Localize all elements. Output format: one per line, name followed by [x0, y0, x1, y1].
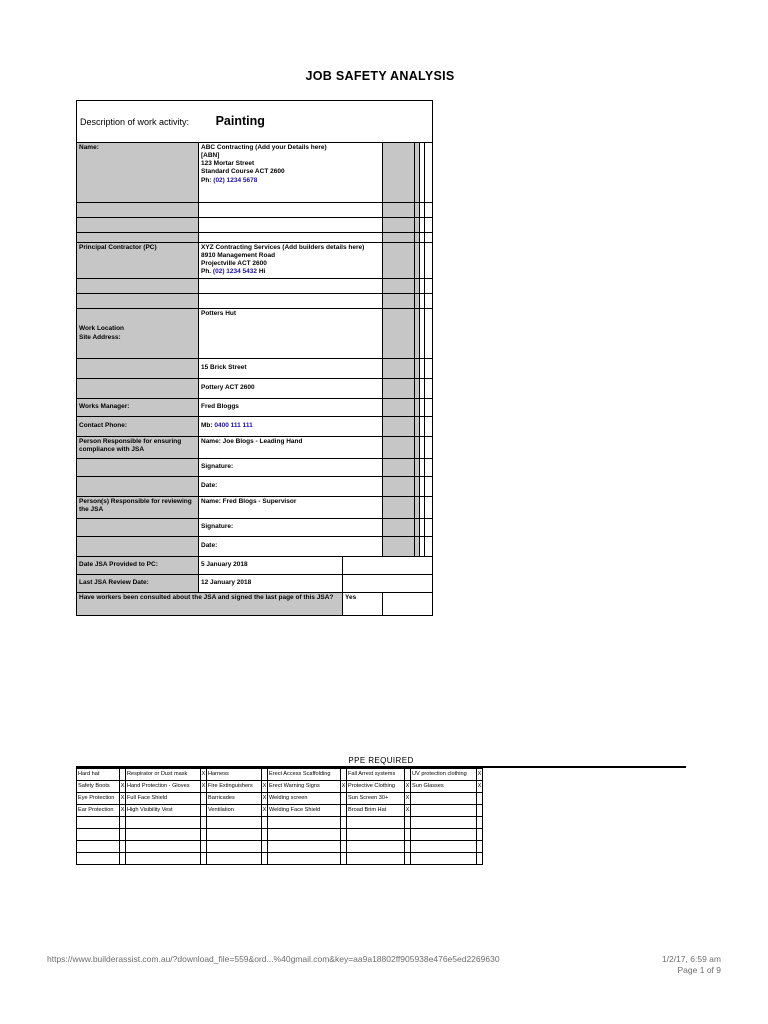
ppe-required-mark: X: [341, 781, 347, 793]
ppe-item: Safety Boots: [77, 781, 120, 793]
review-date-value: 12 January 2018: [199, 575, 343, 593]
activity-value: Painting: [215, 113, 265, 128]
work-location-label: Work Location Site Address:: [77, 309, 199, 359]
ppe-item: High Visibility Vest: [126, 805, 201, 817]
consulted-value: Yes: [343, 593, 383, 616]
ppe-item: Erect Access Scaffolding: [268, 769, 341, 781]
ppe-required-mark: [477, 853, 483, 865]
date-label: Date:: [199, 537, 383, 557]
reviewer-value: Name: Fred Blogs - Supervisor: [199, 497, 383, 519]
review-date-label: Last JSA Review Date:: [77, 575, 199, 593]
ppe-item: Eye Protection: [77, 793, 120, 805]
ppe-row: [77, 853, 483, 865]
ppe-item: [411, 853, 477, 865]
ppe-item: [347, 841, 405, 853]
date-provided-label: Date JSA Provided to PC:: [77, 557, 199, 575]
ppe-item: UV protection clothing: [411, 769, 477, 781]
ppe-row: [77, 817, 483, 829]
ppe-row: [77, 805, 483, 817]
site-name: Potters Hut: [199, 309, 383, 359]
ppe-row: [77, 793, 483, 805]
ppe-item: Ear Protection: [77, 805, 120, 817]
ppe-item: Protective Clothing: [347, 781, 405, 793]
ppe-required-mark: X: [120, 793, 126, 805]
footer-url: https://www.builderassist.com.au/?download_file=559&ord...%40gmail.com&key=aa9a18802ff905938e476e5ed2269630: [47, 954, 500, 964]
ppe-required-mark: [477, 817, 483, 829]
works-manager-label: Works Manager:: [77, 399, 199, 417]
name-label: Name:: [77, 143, 199, 203]
ppe-item: Hand Protection - Gloves: [126, 781, 201, 793]
ppe-item: Broad Brim Hat: [347, 805, 405, 817]
ppe-item: [411, 805, 477, 817]
contact-phone-value: Mb: 0400 111 111: [199, 417, 383, 437]
ppe-item: Erect Warning Signs: [268, 781, 341, 793]
ppe-title: PPE REQUIRED: [348, 756, 414, 765]
ppe-rows: [77, 769, 483, 865]
ppe-required-mark: [477, 829, 483, 841]
ppe-item: [77, 829, 120, 841]
jsa-table: [76, 100, 433, 616]
ppe-required-mark: X: [405, 793, 411, 805]
signature-label: Signature:: [199, 459, 383, 477]
ppe-row: [77, 781, 483, 793]
works-manager-value: Fred Bloggs: [199, 399, 383, 417]
ppe-item: Harness: [207, 769, 262, 781]
ppe-required-mark: X: [120, 805, 126, 817]
ppe-item: Ventilation: [207, 805, 262, 817]
ppe-required-mark: [477, 805, 483, 817]
responsible-value: Name: Joe Blogs - Leading Hand: [199, 437, 383, 459]
ppe-item: [411, 793, 477, 805]
ppe-required-mark: X: [201, 781, 207, 793]
ppe-item: [268, 841, 341, 853]
ppe-item: [77, 841, 120, 853]
pc-label: Principal Contractor (PC): [77, 243, 199, 279]
pc-value: XYZ Contracting Services (Add builders details here) 8910 Management Road Projectville ACT 2600 Ph. (02) 1234 5432 Hi: [199, 243, 383, 279]
ppe-item: [411, 829, 477, 841]
ppe-item: Welding screen: [268, 793, 341, 805]
ppe-row: [77, 769, 483, 781]
ppe-item: [126, 841, 201, 853]
ppe-item: [268, 817, 341, 829]
ppe-item: Fall Arrest systems: [347, 769, 405, 781]
ppe-item: Barricades: [207, 793, 262, 805]
ppe-required-mark: [477, 841, 483, 853]
ppe-item: [411, 841, 477, 853]
date-provided-value: 5 January 2018: [199, 557, 343, 575]
ppe-item: [77, 817, 120, 829]
suburb-value: Pottery ACT 2600: [199, 379, 383, 399]
ppe-row: [77, 829, 483, 841]
ppe-item: Respirator or Dust mask: [126, 769, 201, 781]
ppe-item: [268, 853, 341, 865]
ppe-required-mark: X: [120, 781, 126, 793]
ppe-item: [347, 817, 405, 829]
ppe-item: [126, 829, 201, 841]
description-row: [77, 101, 433, 143]
ppe-item: [207, 841, 262, 853]
ppe-table: [76, 768, 483, 865]
ppe-item: [411, 817, 477, 829]
footer-date: 1/2/17, 6:59 am: [661, 954, 721, 964]
footer-meta: [662, 954, 721, 976]
signature-label: Signature:: [199, 519, 383, 537]
document-title: JOB SAFETY ANALYSIS: [305, 69, 455, 83]
ppe-item: Sun Glasses: [411, 781, 477, 793]
ppe-item: [207, 817, 262, 829]
ppe-item: [126, 817, 201, 829]
ppe-required-mark: X: [262, 781, 268, 793]
ppe-required-mark: X: [201, 769, 207, 781]
ppe-item: [77, 853, 120, 865]
ppe-item: [347, 829, 405, 841]
contact-phone-label: Contact Phone:: [77, 417, 199, 437]
ppe-item: [207, 853, 262, 865]
ppe-item: [126, 853, 201, 865]
ppe-required-mark: X: [477, 781, 483, 793]
reviewer-label: Person(s) Responsible for reviewing the JSA: [77, 497, 199, 519]
footer-page: Page 1 of 9: [677, 965, 721, 976]
name-phone-link[interactable]: (02) 1234 5678: [213, 176, 258, 184]
date-label: Date:: [199, 477, 383, 497]
consulted-label: Have workers been consulted about the JSA and signed the last page of this JSA?: [77, 593, 343, 616]
ppe-item: Hard hat: [77, 769, 120, 781]
ppe-required-mark: X: [262, 805, 268, 817]
street-value: 15 Brick Street: [199, 359, 383, 379]
ppe-item: [347, 853, 405, 865]
responsible-label: Person Responsible for ensuring compliance with JSA: [77, 437, 199, 459]
ppe-item: Full Face Shield: [126, 793, 201, 805]
ppe-required-mark: X: [477, 769, 483, 781]
ppe-item: [268, 829, 341, 841]
ppe-required-mark: X: [262, 793, 268, 805]
ppe-item: Fire Extinguishers: [207, 781, 262, 793]
contact-phone-link[interactable]: 0400 111 111: [214, 422, 253, 430]
pc-phone-link[interactable]: (02) 1234 5432: [212, 268, 258, 276]
ppe-required-mark: [477, 793, 483, 805]
ppe-item: Sun Screen 30+: [347, 793, 405, 805]
ppe-item: [207, 829, 262, 841]
ppe-required-mark: X: [405, 805, 411, 817]
ppe-row: [77, 841, 483, 853]
description-label: Description of work activity:: [80, 116, 190, 127]
name-value: ABC Contracting (Add your Details here) [ABN] 123 Mortar Street Standard Course ACT 2600 Ph: (02) 1234 5678: [199, 143, 383, 203]
ppe-item: Welding Face Shield: [268, 805, 341, 817]
ppe-required-mark: X: [405, 781, 411, 793]
